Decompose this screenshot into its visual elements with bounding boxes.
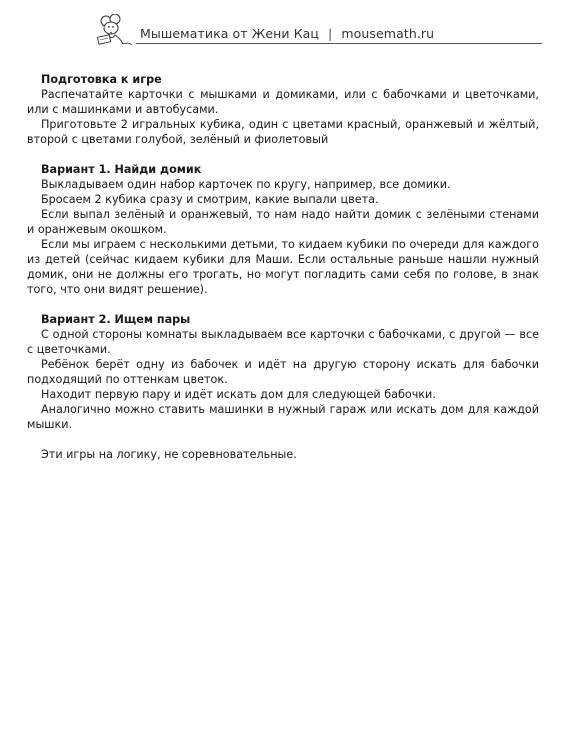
paragraph: С одной стороны комнаты выкладываем все карточки с бабочками, с другой — все с цветочками. <box>27 328 539 356</box>
spacer <box>27 147 539 162</box>
paragraph: Аналогично можно ставить машинки в нужный гараж или искать дом для каждой мышки. <box>27 403 539 431</box>
header-text <box>140 26 434 41</box>
header-title: Мышематика от Жени Кац <box>140 26 320 41</box>
document-body <box>27 72 539 462</box>
page-header <box>96 14 542 46</box>
spacer <box>27 297 539 312</box>
paragraph: Находит первую пару и идёт искать дом для следующей бабочки. <box>41 388 436 401</box>
paragraph: Если выпал зелёный и оранжевый, то нам надо найти домик с зелёными стенами и оранжевым окошком. <box>27 208 539 236</box>
section-heading-preparation: Подготовка к игре <box>41 73 162 86</box>
paragraph: Выкладываем один набор карточек по кругу, например, все домики. <box>41 178 451 191</box>
paragraph: Распечатайте карточки с мышками и домиками, или с бабочками и цветочками, или с машинками и автобусами. <box>27 88 539 116</box>
section-heading-variant-2: Вариант 2. Ищем пары <box>41 313 191 326</box>
paragraph: Бросаем 2 кубика сразу и смотрим, какие выпали цвета. <box>41 193 379 206</box>
spacer <box>27 432 539 447</box>
header-separator: | <box>328 26 333 41</box>
paragraph: Если мы играем с несколькими детьми, то кидаем кубики по очереди для каждого из детей (сейчас кидаем кубики для Маши. Если остальные раньше нашли нужный домик, они не должны его трогать, но могут погладить сами себя по голове, в знак того, что они видят решение). <box>27 238 539 296</box>
header-rule <box>136 43 542 44</box>
section-heading-variant-1: Вариант 1. Найди домик <box>41 163 202 176</box>
closing-note: Эти игры на логику, не соревновательные. <box>41 448 297 461</box>
header-site: mousemath.ru <box>341 26 435 41</box>
paragraph: Ребёнок берёт одну из бабочек и идёт на другую сторону искать для бабочки подходящий по оттенкам цветок. <box>27 358 539 386</box>
paragraph: Приготовьте 2 игральных кубика, один с цветами красный, оранжевый и жёлтый, второй с цветами голубой, зелёный и фиолетовый <box>27 118 539 146</box>
mouse-logo-icon <box>96 14 136 46</box>
